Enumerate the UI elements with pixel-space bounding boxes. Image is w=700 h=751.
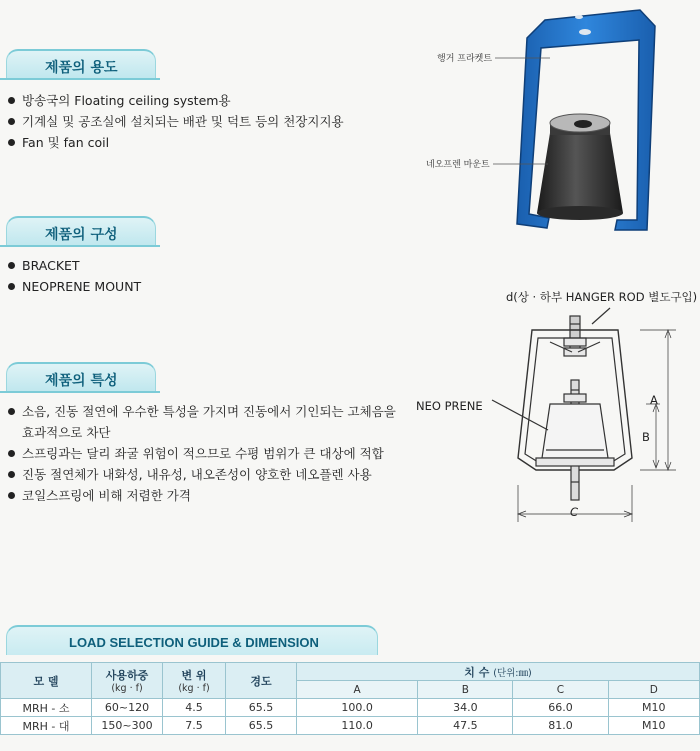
list-item: Fan 및 fan coil <box>8 132 344 153</box>
cell-load: 60~120 <box>92 699 163 717</box>
list-item <box>8 401 396 443</box>
table-section-tab <box>6 625 378 655</box>
cell-model: MRH - 소 <box>1 699 92 717</box>
features-list <box>8 401 396 506</box>
list-item: NEOPRENE MOUNT <box>8 276 141 297</box>
bracket-leader-line <box>495 53 555 63</box>
header-b: B <box>418 681 513 699</box>
dim-b-label: B <box>642 430 650 444</box>
cell-c: 66.0 <box>513 699 608 717</box>
list-item-text: 소음, 진동 절연에 우수한 특성을 가지며 진동에서 기인되는 고체음을 <box>22 404 396 419</box>
list-item: 스프링과는 달리 좌굴 위험이 적으므로 수평 범위가 큰 대상에 적합 <box>8 443 396 464</box>
header-a: A <box>297 681 418 699</box>
cell-a: 100.0 <box>297 699 418 717</box>
mount-label: 네오프렌 마운트 <box>426 160 490 170</box>
composition-section-tab <box>6 216 156 246</box>
dim-c-label: C <box>570 505 579 519</box>
header-load: 사용하중 (kg · f) <box>92 663 163 699</box>
composition-divider <box>0 245 160 247</box>
list-item: BRACKET <box>8 255 141 276</box>
composition-list <box>8 255 141 297</box>
features-title: 제품의 특성 <box>45 373 118 389</box>
header-c: C <box>513 681 608 699</box>
cell-b: 47.5 <box>418 717 513 735</box>
usage-section-tab <box>6 49 156 79</box>
cell-b: 34.0 <box>418 699 513 717</box>
table-title: LOAD SELECTION GUIDE & DIMENSION <box>69 635 319 650</box>
usage-title: 제품의 용도 <box>45 60 118 76</box>
cell-d: M10 <box>608 699 699 717</box>
header-displacement: 변 위 (kg · f) <box>163 663 226 699</box>
list-item: 기계실 및 공조실에 설치되는 배관 및 덕트 등의 천장지지용 <box>8 111 344 132</box>
cell-d: M10 <box>608 717 699 735</box>
cell-a: 110.0 <box>297 717 418 735</box>
cell-hardness: 65.5 <box>226 717 297 735</box>
cell-displacement: 7.5 <box>163 717 226 735</box>
header-dimensions: 치 수 (단위:㎜) <box>297 663 700 681</box>
features-divider <box>0 391 160 393</box>
table-header-row <box>1 663 700 681</box>
features-section-tab <box>6 362 156 392</box>
list-item-text-cont: 효과적으로 차단 <box>22 425 111 440</box>
cell-hardness: 65.5 <box>226 699 297 717</box>
technical-diagram <box>480 300 690 530</box>
cell-load: 150~300 <box>92 717 163 735</box>
composition-title: 제품의 구성 <box>45 227 118 243</box>
list-item: 방송국의 Floating ceiling system용 <box>8 90 344 111</box>
cell-c: 81.0 <box>513 717 608 735</box>
rod-label: d(상 · 하부 HANGER ROD 별도구입) <box>506 290 698 304</box>
product-photo <box>505 8 665 240</box>
usage-divider <box>0 78 160 80</box>
header-hardness: 경도 <box>226 663 297 699</box>
usage-list <box>8 90 344 153</box>
cell-displacement: 4.5 <box>163 699 226 717</box>
spec-table <box>0 662 700 735</box>
bracket-label: 행거 프라켓트 <box>437 54 493 64</box>
neoprene-label: NEO PRENE <box>416 399 483 413</box>
table-row <box>1 717 700 735</box>
list-item: 코일스프링에 비해 저렴한 가격 <box>8 485 396 506</box>
header-d: D <box>608 681 699 699</box>
header-model: 모 델 <box>1 663 92 699</box>
dim-a-label: A <box>650 393 658 407</box>
mount-leader-line <box>493 159 553 169</box>
table-row <box>1 699 700 717</box>
cell-model: MRH - 대 <box>1 717 92 735</box>
list-item: 진동 절연체가 내화성, 내유성, 내오존성이 양호한 네오플렌 사용 <box>8 464 396 485</box>
